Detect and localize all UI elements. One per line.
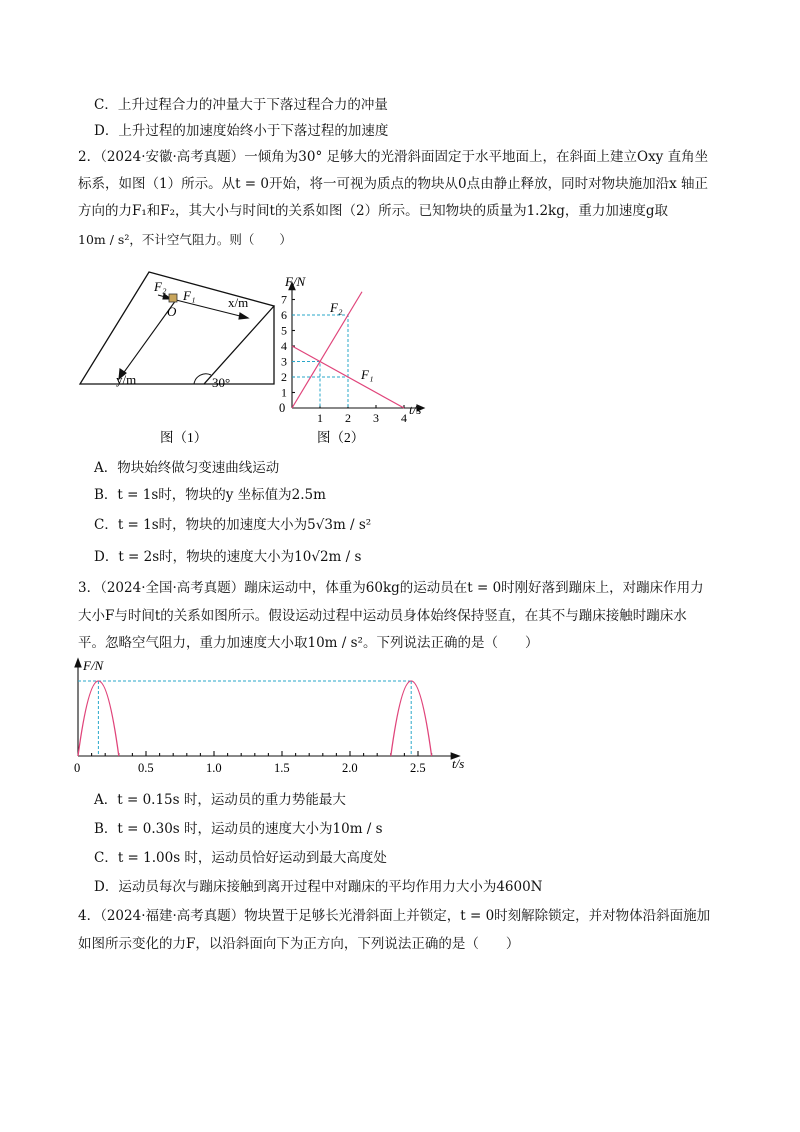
fig1-label-y: y/m bbox=[116, 372, 137, 387]
fig2-xtick-label: 4 bbox=[401, 411, 407, 425]
fig2-series-f2 bbox=[292, 292, 362, 408]
fig3-xtick-label: 2.5 bbox=[410, 761, 426, 775]
q3-option-c: C．t = 1.00s 时，运动员恰好运动到最大高度处 bbox=[94, 850, 387, 866]
q3-stem-line2: 大小F与时间t的关系如图所示。假设运动过程中运动员身体始终保持竖直，在其不与蹦床接触时蹦床水 bbox=[78, 608, 687, 624]
fig3-xtick-label: 0 bbox=[74, 761, 81, 775]
q2-option-b: B．t = 1s时，物块的y 坐标值为2.5m bbox=[94, 487, 326, 503]
q3-stem-line1: 3．（2024·全国·高考真题）蹦床运动中，体重为60kg的运动员在t = 0时刚好落到蹦床上，对蹦床作用力 bbox=[78, 580, 704, 596]
fig2-label-f2: F₂ bbox=[330, 300, 343, 315]
fig2-ytick-label: 3 bbox=[281, 354, 287, 369]
q3-stem-line3: 平。忽略空气阻力，重力加速度大小取10m / s²。下列说法正确的是（ ） bbox=[78, 635, 539, 651]
q2-option-d: D．t = 2s时，物块的速度大小为10√2m / s bbox=[94, 549, 362, 565]
fig2-origin: 0 bbox=[279, 401, 286, 415]
fig1-caption: 图（1） bbox=[160, 430, 208, 445]
fig2-ytick-label: 6 bbox=[281, 308, 287, 322]
fig2-xtick-label: 3 bbox=[373, 411, 379, 425]
fig2-xtick-label: 2 bbox=[345, 411, 351, 425]
fig2-ytick-label: 4 bbox=[281, 339, 287, 353]
q2-stem-line2: 标系，如图（1）所示。从t = 0开始，将一可视为质点的物块从0点由静止释放，同时对物块施加沿x 轴正 bbox=[78, 176, 708, 192]
fig3-xtick-label: 1.5 bbox=[274, 761, 290, 775]
q2-stem-line4: 10m / s²，不计空气阻力。则（ ） bbox=[78, 232, 292, 247]
q2-stem-line1: 2．（2024·安徽·高考真题）一倾角为30° 足够大的光滑斜面固定于水平地面上，在斜面上建立Oxy 直角坐 bbox=[78, 149, 709, 165]
x-axis-arrow bbox=[239, 313, 248, 319]
fig2-ytick-label: 5 bbox=[281, 323, 287, 338]
q3-option-d: D．运动员每次与蹦床接触到离开过程中对蹦床的平均作用力大小为4600N bbox=[94, 879, 543, 895]
fig3-xlabel: t/s bbox=[452, 756, 465, 771]
incline-top-face bbox=[80, 272, 274, 384]
q4-stem-line1: 4．（2024·福建·高考真题）物块置于足够长光滑斜面上并锁定，t = 0时刻解除锁定，并对物体沿斜面施加 bbox=[78, 908, 711, 924]
block-icon bbox=[169, 294, 177, 302]
q3-trampoline-chart bbox=[70, 657, 480, 785]
fig1-label-f2: F₂ bbox=[154, 279, 167, 294]
fig2-ytick-label: 7 bbox=[281, 292, 287, 307]
q2-stem-line3: 方向的力F₁和F₂，其大小与时间t的关系如图（2）所示。已知物块的质量为1.2kg，重力加速度g取 bbox=[78, 203, 669, 219]
fig3-xtick-label: 2.0 bbox=[342, 761, 358, 775]
q3-option-a: A．t = 0.15s 时，运动员的重力势能最大 bbox=[94, 792, 346, 808]
fig3-ylabel: F/N bbox=[83, 658, 104, 673]
q4-stem-line2: 如图所示变化的力F，以沿斜面向下为正方向，下列说法正确的是（ ） bbox=[78, 936, 520, 952]
fig2-xlabel: t/s bbox=[409, 402, 422, 417]
q1-option-c: C．上升过程合力的冲量大于下落过程合力的冲量 bbox=[94, 97, 388, 113]
fig2-ytick-label: 2 bbox=[281, 370, 287, 384]
fig3-y-arrow bbox=[75, 659, 81, 667]
fig1-label-origin: O bbox=[167, 304, 177, 319]
q2-figure1-incline bbox=[70, 262, 280, 452]
fig1-label-f1: F₁ bbox=[183, 288, 196, 303]
q1-option-d: D．上升过程的加速度始终小于下落过程的加速度 bbox=[94, 123, 389, 139]
fig2-ytick-label: 1 bbox=[281, 385, 287, 400]
fig3-xtick-label: 1.0 bbox=[206, 761, 222, 775]
q3-option-b: B．t = 0.30s 时，运动员的速度大小为10m / s bbox=[94, 821, 383, 837]
fig2-label-f1: F₁ bbox=[361, 367, 374, 382]
fig2-caption: 图（2） bbox=[317, 430, 365, 445]
fig2-ylabel: F/N bbox=[285, 275, 306, 289]
fig3-xtick-label: 0.5 bbox=[138, 761, 154, 775]
fig1-label-x: x/m bbox=[228, 295, 249, 310]
fig1-label-angle: 30° bbox=[212, 375, 231, 390]
q2-figure2-chart bbox=[275, 275, 440, 455]
fig2-xtick-label: 1 bbox=[317, 411, 323, 425]
q2-option-c: C．t = 1s时，物块的加速度大小为5√3m / s² bbox=[94, 517, 372, 533]
q2-option-a: A．物块始终做匀变速曲线运动 bbox=[94, 460, 280, 476]
